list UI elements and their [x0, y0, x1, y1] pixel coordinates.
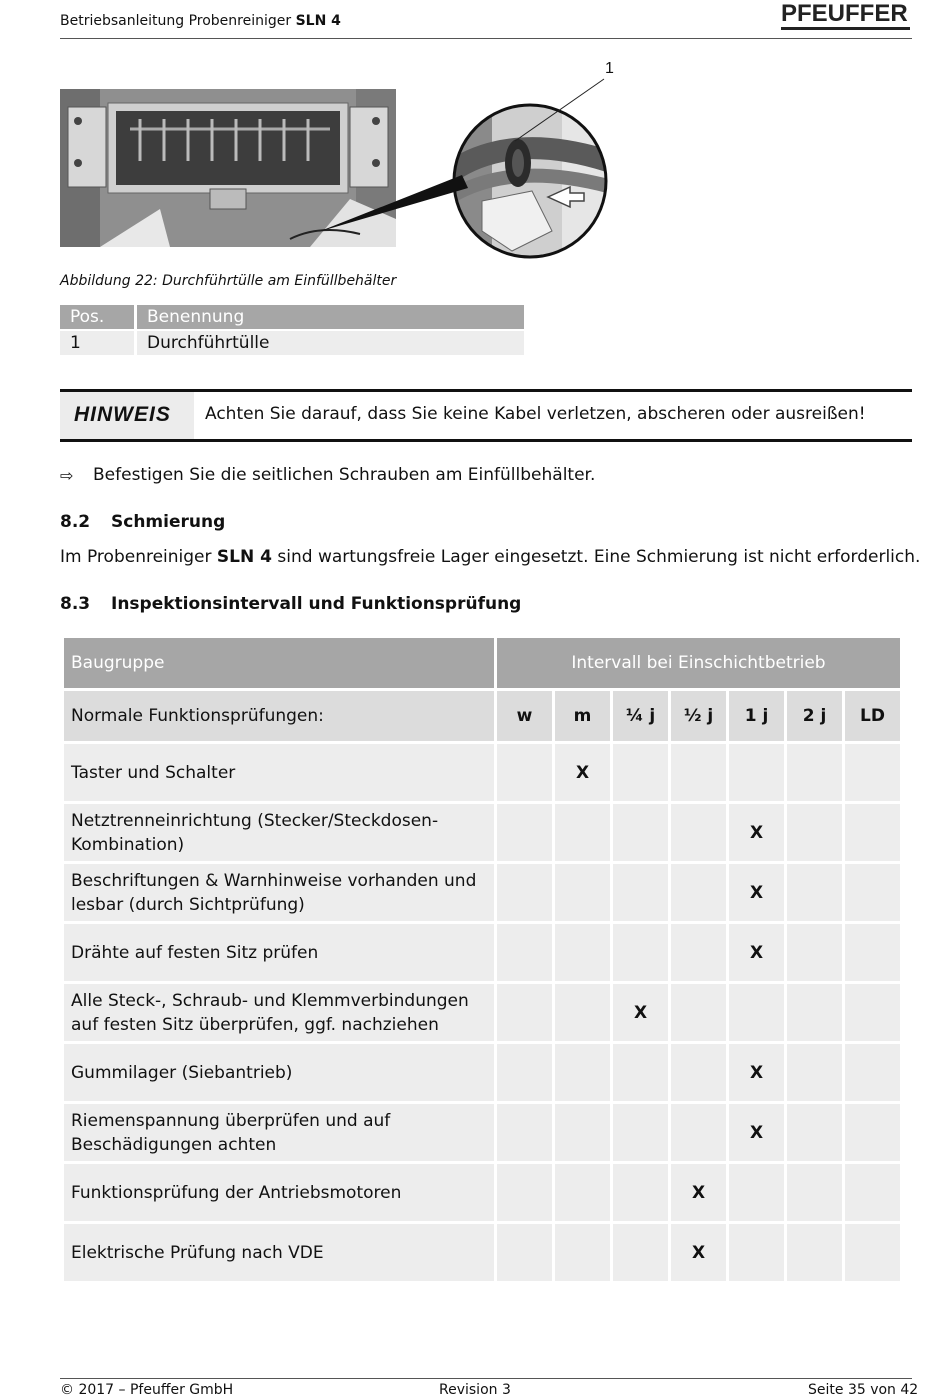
- interval-mark: [497, 924, 552, 981]
- interval-mark: [497, 744, 552, 801]
- header-baugruppe: Baugruppe: [64, 638, 494, 688]
- table-row: [64, 864, 900, 921]
- row-label: Gummilager (Siebantrieb): [64, 1044, 494, 1101]
- instruction-text: Befestigen Sie die seitlichen Schrauben am Einfüllbehälter.: [93, 465, 596, 485]
- interval-mark: [555, 804, 610, 861]
- interval-mark: [787, 1224, 842, 1281]
- footer-revision: Revision 3: [439, 1382, 511, 1398]
- section-text: [60, 547, 920, 567]
- interval-mark: [613, 1224, 668, 1281]
- interval-mark: X: [729, 804, 784, 861]
- interval-half-year: ½ j: [671, 691, 726, 741]
- row-label: Alle Steck-, Schraub- und Klemmverbindungen auf festen Sitz überprüfen, ggf. nachziehen: [64, 984, 494, 1041]
- interval-mark: [613, 744, 668, 801]
- interval-mark: X: [729, 864, 784, 921]
- interval-1-year: 1 j: [729, 691, 784, 741]
- interval-mark: [555, 1164, 610, 1221]
- interval-mark: [845, 1104, 900, 1161]
- inspection-table-subheader: [64, 691, 900, 741]
- header-title-prefix: Betriebsanleitung Probenreiniger: [60, 13, 296, 29]
- interval-mark: [497, 984, 552, 1041]
- interval-mark: [787, 1104, 842, 1161]
- interval-mark: [845, 744, 900, 801]
- section-text-model: SLN 4: [216, 547, 272, 567]
- section-title: Inspektionsintervall und Funktionsprüfung: [111, 594, 522, 614]
- interval-mark: X: [729, 1044, 784, 1101]
- row-label: Funktionsprüfung der Antriebsmotoren: [64, 1164, 494, 1221]
- table-row: [64, 1044, 900, 1101]
- interval-mark: [787, 924, 842, 981]
- callout-leader-lines: [0, 0, 950, 300]
- section-title: Schmierung: [111, 512, 226, 532]
- row-label: Beschriftungen & Warnhinweise vorhanden und lesbar (durch Sichtprüfung): [64, 864, 494, 921]
- section-text-part: Im Probenreiniger: [60, 547, 217, 567]
- figure-caption: Abbildung 22: Durchführtülle am Einfüllbehälter: [60, 273, 397, 289]
- interval-mark: [787, 744, 842, 801]
- row-label: Taster und Schalter: [64, 744, 494, 801]
- interval-quarter-year: ¼ j: [613, 691, 668, 741]
- interval-mark: [613, 804, 668, 861]
- interval-mark: [787, 864, 842, 921]
- footer-rule: [60, 1378, 912, 1379]
- interval-mark: [555, 1104, 610, 1161]
- callout-number: 1: [605, 60, 614, 77]
- interval-mark: [497, 1224, 552, 1281]
- footer-copyright: © 2017 – Pfeuffer GmbH: [60, 1382, 234, 1398]
- header-pos: Pos.: [60, 305, 134, 329]
- cell-pos: 1: [60, 331, 134, 355]
- interval-mark: [787, 984, 842, 1041]
- subheader-label: Normale Funktionsprüfungen:: [64, 691, 494, 741]
- header-title-model: SLN 4: [295, 13, 341, 29]
- interval-mark: [555, 984, 610, 1041]
- interval-mark: [497, 804, 552, 861]
- header-benennung: Benennung: [137, 305, 524, 329]
- table-row: [64, 804, 900, 861]
- interval-mark: [613, 1044, 668, 1101]
- interval-mark: X: [555, 744, 610, 801]
- hollow-arrow-right-icon: ⇨: [60, 466, 74, 485]
- notice-text: Achten Sie darauf, dass Sie keine Kabel verletzen, abscheren oder ausreißen!: [205, 404, 866, 424]
- table-row: [64, 1164, 900, 1221]
- interval-mark: [555, 864, 610, 921]
- interval-mark: [671, 1044, 726, 1101]
- interval-mark: [671, 1104, 726, 1161]
- position-table-header: [60, 305, 524, 329]
- table-row: [64, 744, 900, 801]
- interval-mark: [613, 1164, 668, 1221]
- interval-mark: [497, 1044, 552, 1101]
- interval-mark: [845, 924, 900, 981]
- table-row: [60, 331, 524, 355]
- interval-mark: [845, 1044, 900, 1101]
- section-text-part: sind wartungsfreie Lager eingesetzt. Eine Schmierung ist nicht erforderlich.: [271, 547, 921, 567]
- interval-ld: LD: [845, 691, 900, 741]
- interval-w: w: [497, 691, 552, 741]
- interval-mark: [497, 1104, 552, 1161]
- interval-mark: [671, 804, 726, 861]
- cell-benennung: Durchführtülle: [137, 331, 524, 355]
- interval-mark: [729, 984, 784, 1041]
- position-table: [57, 303, 527, 357]
- interval-mark: [555, 1044, 610, 1101]
- notice-bottom-rule: [60, 439, 912, 442]
- section-number: 8.3: [60, 594, 91, 614]
- header-interval: Intervall bei Einschichtbetrieb: [497, 638, 900, 688]
- table-row: [64, 984, 900, 1041]
- table-row: [64, 1224, 900, 1281]
- interval-mark: [497, 1164, 552, 1221]
- interval-mark: [729, 744, 784, 801]
- interval-mark: [845, 864, 900, 921]
- interval-mark: [787, 1044, 842, 1101]
- interval-mark: X: [613, 984, 668, 1041]
- interval-mark: [729, 1164, 784, 1221]
- interval-mark: [787, 1164, 842, 1221]
- interval-mark: [555, 1224, 610, 1281]
- footer-page-number: Seite 35 von 42: [808, 1382, 919, 1398]
- row-label: Drähte auf festen Sitz prüfen: [64, 924, 494, 981]
- interval-2-years: 2 j: [787, 691, 842, 741]
- company-logo: PFEUFFER: [781, 0, 908, 27]
- interval-mark: [613, 864, 668, 921]
- interval-mark: [845, 804, 900, 861]
- interval-mark: [671, 744, 726, 801]
- row-label: Riemenspannung überprüfen und auf Beschädigungen achten: [64, 1104, 494, 1161]
- inspection-table-header: [64, 638, 900, 688]
- interval-m: m: [555, 691, 610, 741]
- interval-mark: X: [729, 924, 784, 981]
- interval-mark: [671, 864, 726, 921]
- notice-label: HINWEIS: [74, 403, 171, 426]
- interval-mark: [729, 1224, 784, 1281]
- interval-mark: [613, 1104, 668, 1161]
- interval-mark: [787, 804, 842, 861]
- interval-mark: [671, 984, 726, 1041]
- interval-mark: [845, 1224, 900, 1281]
- section-number: 8.2: [60, 512, 91, 532]
- table-row: [64, 1104, 900, 1161]
- interval-mark: [845, 1164, 900, 1221]
- row-label: Netztrenneinrichtung (Stecker/Steckdosen-Kombination): [64, 804, 494, 861]
- interval-mark: [845, 984, 900, 1041]
- interval-mark: X: [671, 1164, 726, 1221]
- interval-mark: X: [729, 1104, 784, 1161]
- table-row: [64, 924, 900, 981]
- interval-mark: [497, 864, 552, 921]
- inspection-table: [61, 635, 903, 1284]
- interval-mark: [555, 924, 610, 981]
- row-label: Elektrische Prüfung nach VDE: [64, 1224, 494, 1281]
- interval-mark: [671, 924, 726, 981]
- interval-mark: [613, 924, 668, 981]
- interval-mark: X: [671, 1224, 726, 1281]
